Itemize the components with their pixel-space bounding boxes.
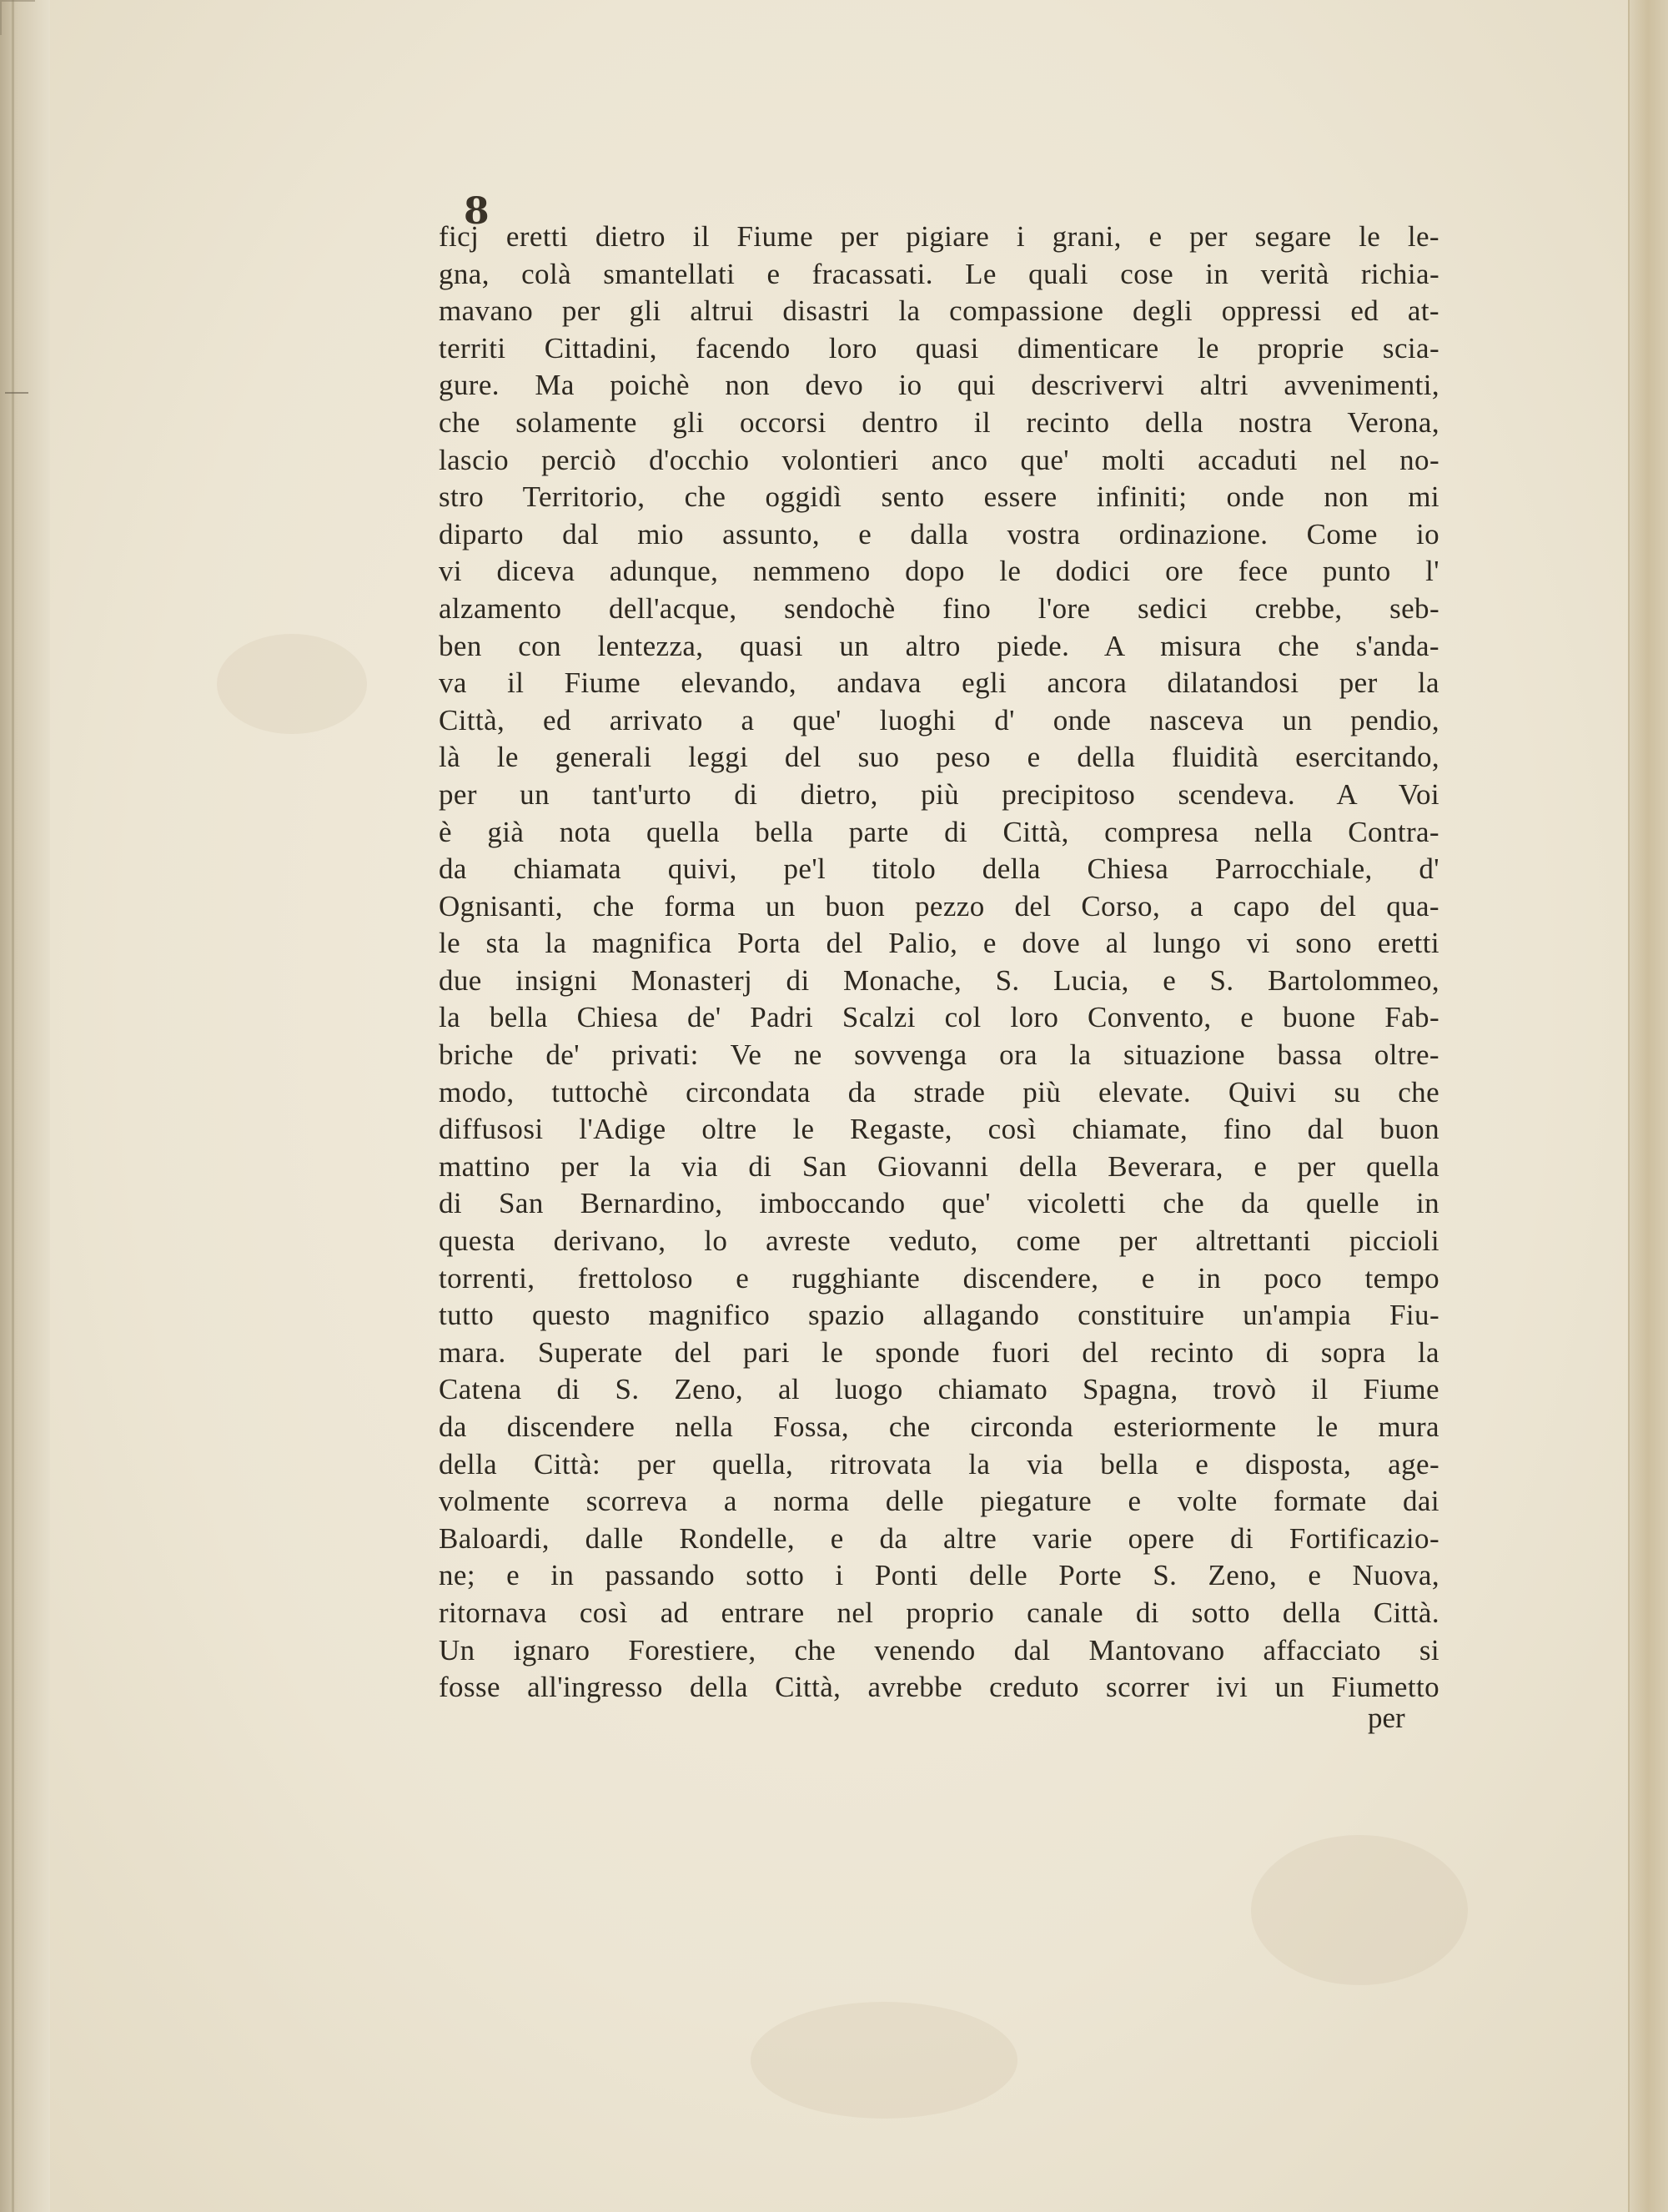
right-page-edge	[1628, 0, 1668, 2212]
binding-edge	[0, 0, 50, 2212]
text-line: da chiamata quivi, pe'l titolo della Chiesa Parrocchiale, d'	[439, 852, 1439, 886]
text-line: mavano per gli altrui disastri la compassione degli oppressi ed at-	[439, 294, 1439, 328]
text-line: per un tant'urto di dietro, più precipitoso scendeva. A Voi	[439, 777, 1439, 811]
body-text	[439, 219, 1439, 1707]
text-line: torrenti, frettoloso e rugghiante discendere, e in poco tempo	[439, 1261, 1439, 1295]
text-line: la bella Chiesa de' Padri Scalzi col loro Convento, e buone Fab-	[439, 1001, 1439, 1034]
text-line: diffusosi l'Adige oltre le Regaste, così chiamate, fino dal buon	[439, 1113, 1439, 1146]
text-line: vi diceva adunque, nemmeno dopo le dodici ore fece punto l'	[439, 555, 1439, 588]
text-line: Baloardi, dalle Rondelle, e da altre varie opere di Fortificazio-	[439, 1521, 1439, 1555]
text-line: va il Fiume elevando, andava egli ancora dilatandosi per la	[439, 666, 1439, 700]
paper-stain	[1251, 1835, 1468, 1985]
text-line: gure. Ma poichè non devo io qui descrivervi altri avvenimenti,	[439, 369, 1439, 402]
text-line: mattino per la via di San Giovanni della Beverara, e per quella	[439, 1149, 1439, 1183]
text-line: che solamente gli occorsi dentro il recinto della nostra Verona,	[439, 405, 1439, 439]
text-line: volmente scorreva a norma delle piegature e volte formate dai	[439, 1485, 1439, 1518]
text-line: là le generali leggi del suo peso e della fluidità esercitando,	[439, 741, 1439, 774]
paper-stain	[751, 2002, 1017, 2119]
page-number: 8	[464, 190, 490, 233]
catchword: per	[1368, 1702, 1405, 1734]
text-line: Catena di S. Zeno, al luogo chiamato Spagna, trovò il Fiume	[439, 1373, 1439, 1406]
text-line: lascio perciò d'occhio volontieri anco que' molti accaduti nel no-	[439, 443, 1439, 476]
text-line: diparto dal mio assunto, e dalla vostra ordinazione. Come io	[439, 517, 1439, 550]
text-line: le sta la magnifica Porta del Palio, e dove al lungo vi sono eretti	[439, 927, 1439, 960]
right-edge-line	[1628, 0, 1630, 2212]
corner-mark	[0, 0, 35, 35]
text-line: briche de' privati: Ve ne sovvenga ora la situazione bassa oltre-	[439, 1038, 1439, 1072]
text-line: Ognisanti, che forma un buon pezzo del Corso, a capo del qua-	[439, 889, 1439, 923]
text-line: fosse all'ingresso della Città, avrebbe creduto scorrer ivi un Fiumetto	[439, 1671, 1439, 1704]
text-line: della Città: per quella, ritrovata la via bella e disposta, age-	[439, 1447, 1439, 1481]
text-line: stro Territorio, che oggidì sento essere infiniti; onde non mi	[439, 480, 1439, 514]
text-line: questa derivano, lo avreste veduto, come per altrettanti piccioli	[439, 1224, 1439, 1258]
text-line: di San Bernardino, imboccando que' vicoletti che da quelle in	[439, 1187, 1439, 1220]
text-line: due insigni Monasterj di Monache, S. Lucia, e S. Bartolommeo,	[439, 963, 1439, 997]
text-line: è già nota quella bella parte di Città, compresa nella Contra-	[439, 815, 1439, 848]
paper-stain	[217, 634, 367, 734]
text-line: territi Cittadini, facendo loro quasi dimenticare le proprie scia-	[439, 331, 1439, 364]
binding-line	[12, 0, 14, 2212]
text-line: mara. Superate del pari le sponde fuori del recinto di sopra la	[439, 1335, 1439, 1369]
text-line: ben con lentezza, quasi un altro piede. A misura che s'anda-	[439, 629, 1439, 662]
text-line: da discendere nella Fossa, che circonda esteriormente le mura	[439, 1410, 1439, 1443]
text-line: ficj eretti dietro il Fiume per pigiare i grani, e per segare le le-	[439, 220, 1439, 253]
text-line: alzamento dell'acque, sendochè fino l'ore sedici crebbe, seb-	[439, 591, 1439, 625]
text-line: ne; e in passando sotto i Ponti delle Porte S. Zeno, e Nuova,	[439, 1559, 1439, 1592]
text-line: gna, colà smantellati e fracassati. Le quali cose in verità richia-	[439, 257, 1439, 290]
margin-tick	[5, 392, 28, 394]
text-line: ritornava così ad entrare nel proprio canale di sotto della Città.	[439, 1596, 1439, 1629]
text-line: tutto questo magnifico spazio allagando constituire un'ampia Fiu-	[439, 1299, 1439, 1332]
text-line: Città, ed arrivato a que' luoghi d' onde nasceva un pendio,	[439, 703, 1439, 736]
text-line: Un ignaro Forestiere, che venendo dal Mantovano affacciato si	[439, 1633, 1439, 1667]
text-line: modo, tuttochè circondata da strade più elevate. Quivi su che	[439, 1075, 1439, 1109]
